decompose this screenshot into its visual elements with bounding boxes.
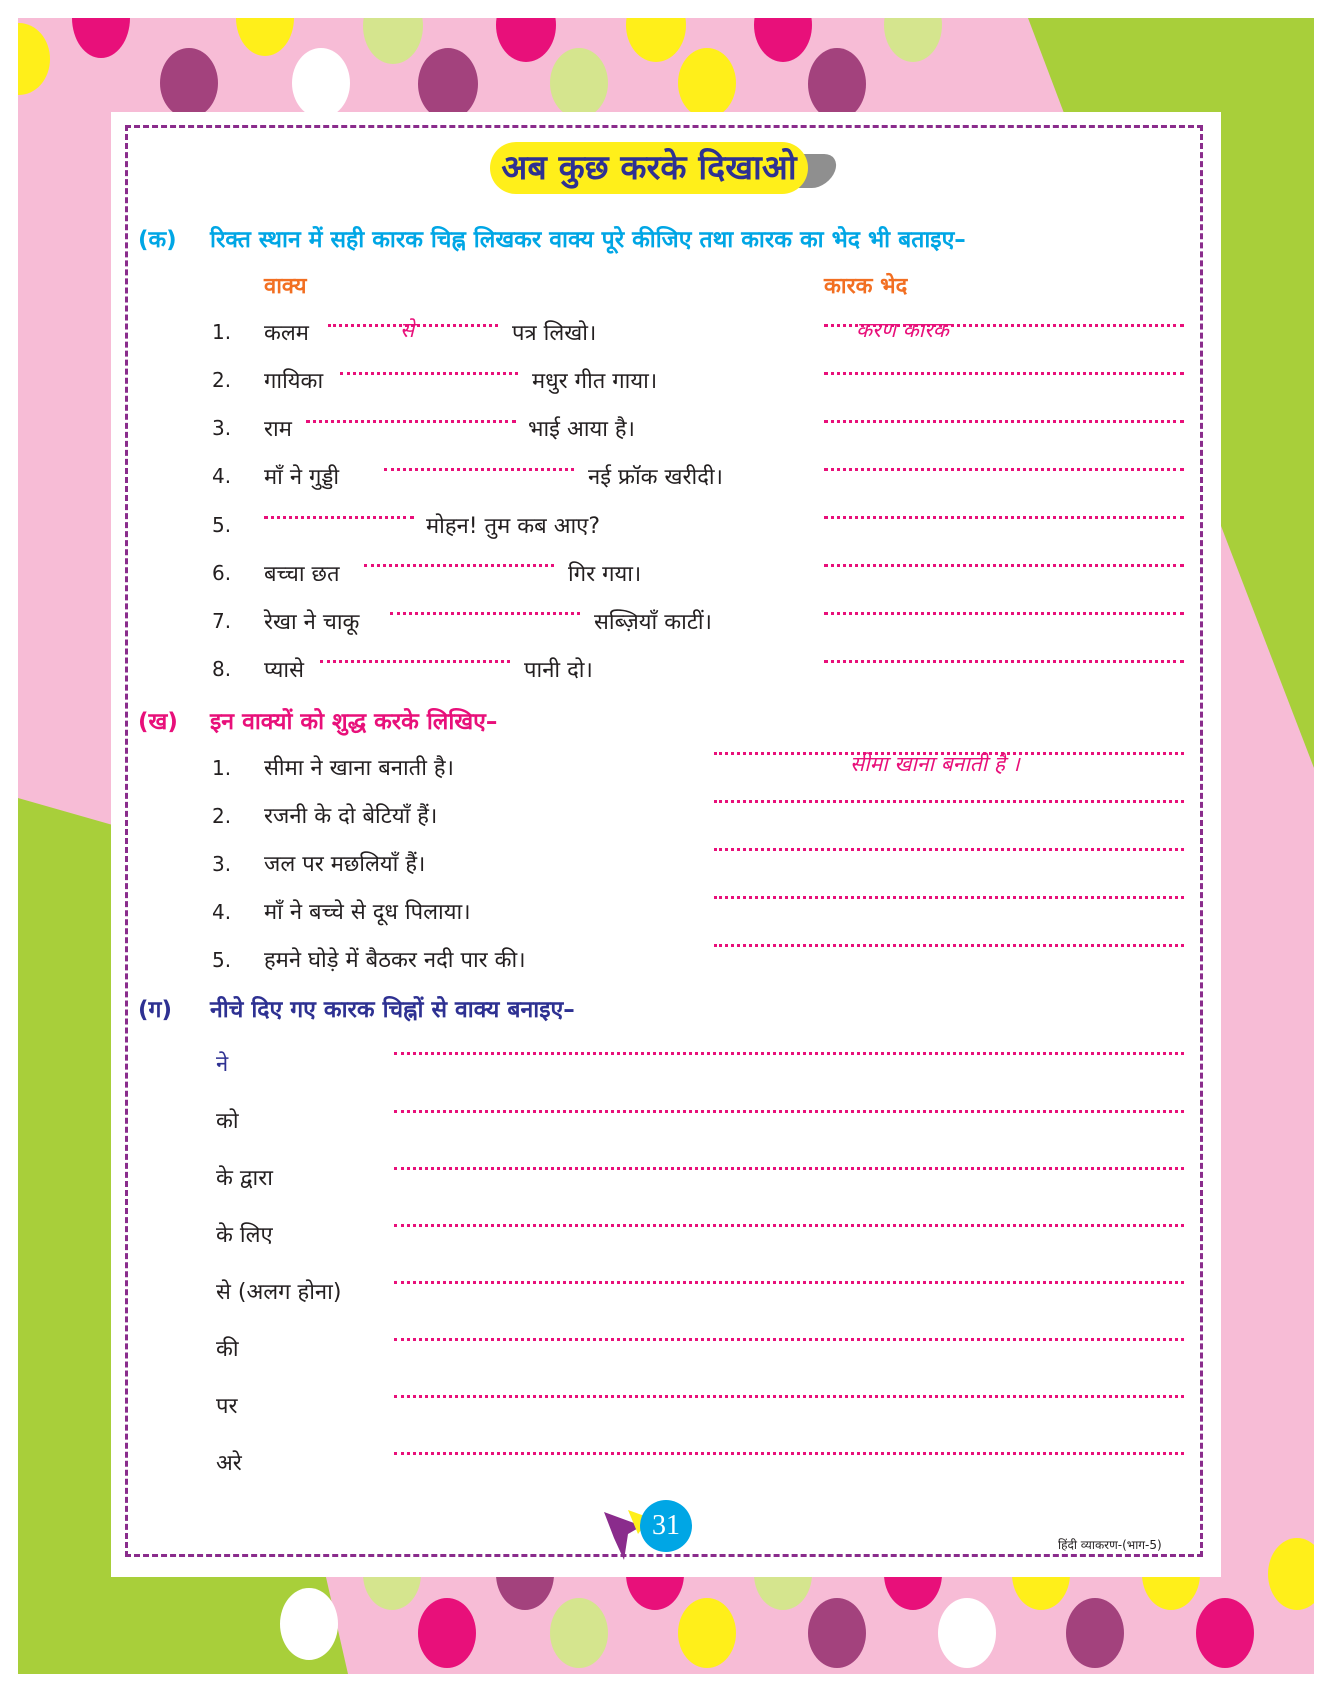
section-label: (ख) <box>138 709 178 735</box>
karak-type-line[interactable] <box>824 660 1184 663</box>
decor-dot <box>550 48 608 118</box>
section-instruction: रिक्त स्थान में सही कारक चिह्न लिखकर वाक्य पूरे कीजिए तथा कारक का भेद भी बताइए– <box>210 227 966 253</box>
sentence-line[interactable] <box>394 1224 1184 1227</box>
decor-dot <box>678 48 736 118</box>
karak-sign-label: ने <box>216 1052 229 1077</box>
decor-dot <box>418 1598 476 1668</box>
sentence-before: गायिका <box>264 369 324 394</box>
decor-dot <box>292 48 350 118</box>
section-label: (क) <box>138 227 177 253</box>
karak-type-line[interactable] <box>824 516 1184 519</box>
page-title: अब कुछ करके दिखाओ <box>501 148 797 188</box>
page-number: 31 <box>640 1500 692 1552</box>
decor-dot <box>160 48 218 118</box>
karak-sign-label: अरे <box>216 1451 242 1476</box>
decor-dot <box>808 48 866 120</box>
sentence-before: प्यासे <box>264 658 304 683</box>
blank-line[interactable] <box>384 468 574 471</box>
blank-line[interactable] <box>320 660 510 663</box>
karak-type-line[interactable] <box>824 468 1184 471</box>
blank-line[interactable] <box>364 564 554 567</box>
sentence-after: मोहन! तुम कब आए? <box>426 514 601 539</box>
corrected-answer: सीमा खाना बनाती है । <box>850 752 1020 776</box>
decor-dot <box>418 48 478 120</box>
section-ka-heading <box>138 222 966 254</box>
sentence-before: कलम <box>264 321 309 346</box>
item-number: 4. <box>212 464 232 488</box>
book-footer: हिंदी व्याकरण-(भाग-5) <box>1058 1538 1162 1552</box>
correction-line[interactable] <box>714 896 1184 899</box>
karak-type-line[interactable] <box>824 564 1184 567</box>
column-header-karak-type: कारक भेद <box>824 274 908 299</box>
title-banner <box>490 142 840 196</box>
karak-sign-label: के लिए <box>216 1223 273 1248</box>
blank-line[interactable] <box>264 516 414 519</box>
item-number: 2. <box>212 368 232 392</box>
karak-sign-label: को <box>216 1109 239 1134</box>
item-number: 3. <box>212 852 232 876</box>
item-number: 8. <box>212 657 232 681</box>
correction-line[interactable] <box>714 848 1184 851</box>
blank-line[interactable] <box>306 420 516 423</box>
correction-line[interactable] <box>714 800 1184 803</box>
decor-dot <box>1196 1598 1254 1668</box>
correction-line[interactable] <box>714 944 1184 947</box>
karak-sign-label: के द्वारा <box>216 1166 273 1191</box>
sentence-before: बच्चा छत <box>264 562 340 587</box>
column-header-sentence: वाक्य <box>264 274 307 299</box>
sentence-after: भाई आया है। <box>528 417 635 442</box>
decor-dot <box>678 1598 736 1668</box>
sentence-line[interactable] <box>394 1281 1184 1284</box>
section-instruction: इन वाक्यों को शुद्ध करके लिखिए– <box>210 709 498 735</box>
karak-sign-label: पर <box>216 1394 238 1419</box>
sentence-before: माँ ने गुड्डी <box>264 465 340 490</box>
karak-type-line[interactable] <box>824 372 1184 375</box>
karak-sign-label: से (अलग होना) <box>216 1280 342 1305</box>
section-ga-heading <box>138 992 575 1024</box>
section-instruction: नीचे दिए गए कारक चिह्नों से वाक्य बनाइए– <box>210 997 575 1023</box>
item-number: 5. <box>212 513 232 537</box>
sentence-after: सब्ज़ियाँ काटीं। <box>594 610 712 635</box>
blank-line[interactable] <box>340 372 518 375</box>
sentence-after: पत्र लिखो। <box>512 321 597 346</box>
blank-line[interactable] <box>390 612 580 615</box>
sentence-after: गिर गया। <box>568 562 642 587</box>
blank-answer: से <box>400 318 415 342</box>
decor-dot <box>280 1588 338 1660</box>
incorrect-sentence: सीमा ने खाना बनाती है। <box>264 756 454 781</box>
karak-type-line[interactable] <box>824 420 1184 423</box>
sentence-after: मधुर गीत गाया। <box>532 369 658 394</box>
sentence-line[interactable] <box>394 1338 1184 1341</box>
item-number: 4. <box>212 900 232 924</box>
sentence-line[interactable] <box>394 1052 1184 1055</box>
incorrect-sentence: रजनी के दो बेटियाँ हैं। <box>264 804 438 829</box>
decor-dot <box>1066 1598 1124 1668</box>
item-number: 6. <box>212 561 232 585</box>
sentence-line[interactable] <box>394 1167 1184 1170</box>
karak-type-line[interactable] <box>824 612 1184 615</box>
karak-type-answer: करण कारक <box>856 318 949 342</box>
item-number: 1. <box>212 320 232 344</box>
incorrect-sentence: माँ ने बच्चे से दूध पिलाया। <box>264 900 471 925</box>
sentence-before: राम <box>264 417 292 442</box>
item-number: 1. <box>212 756 232 780</box>
sentence-after: नई फ्रॉक खरीदी। <box>588 465 723 490</box>
item-number: 2. <box>212 804 232 828</box>
decor-dot <box>808 1598 866 1668</box>
karak-sign-label: की <box>216 1337 239 1362</box>
section-label: (ग) <box>138 997 172 1023</box>
sentence-line[interactable] <box>394 1452 1184 1455</box>
section-kha-heading <box>138 704 497 736</box>
incorrect-sentence: हमने घोड़े में बैठकर नदी पार की। <box>264 948 526 973</box>
item-number: 3. <box>212 416 232 440</box>
decor-dot <box>938 1598 996 1668</box>
item-number: 5. <box>212 948 232 972</box>
sentence-line[interactable] <box>394 1110 1184 1113</box>
sentence-line[interactable] <box>394 1395 1184 1398</box>
item-number: 7. <box>212 609 232 633</box>
decor-dot <box>550 1598 608 1668</box>
sentence-before: रेखा ने चाकू <box>264 610 360 635</box>
sentence-after: पानी दो। <box>524 658 593 683</box>
incorrect-sentence: जल पर मछलियाँ हैं। <box>264 852 426 877</box>
